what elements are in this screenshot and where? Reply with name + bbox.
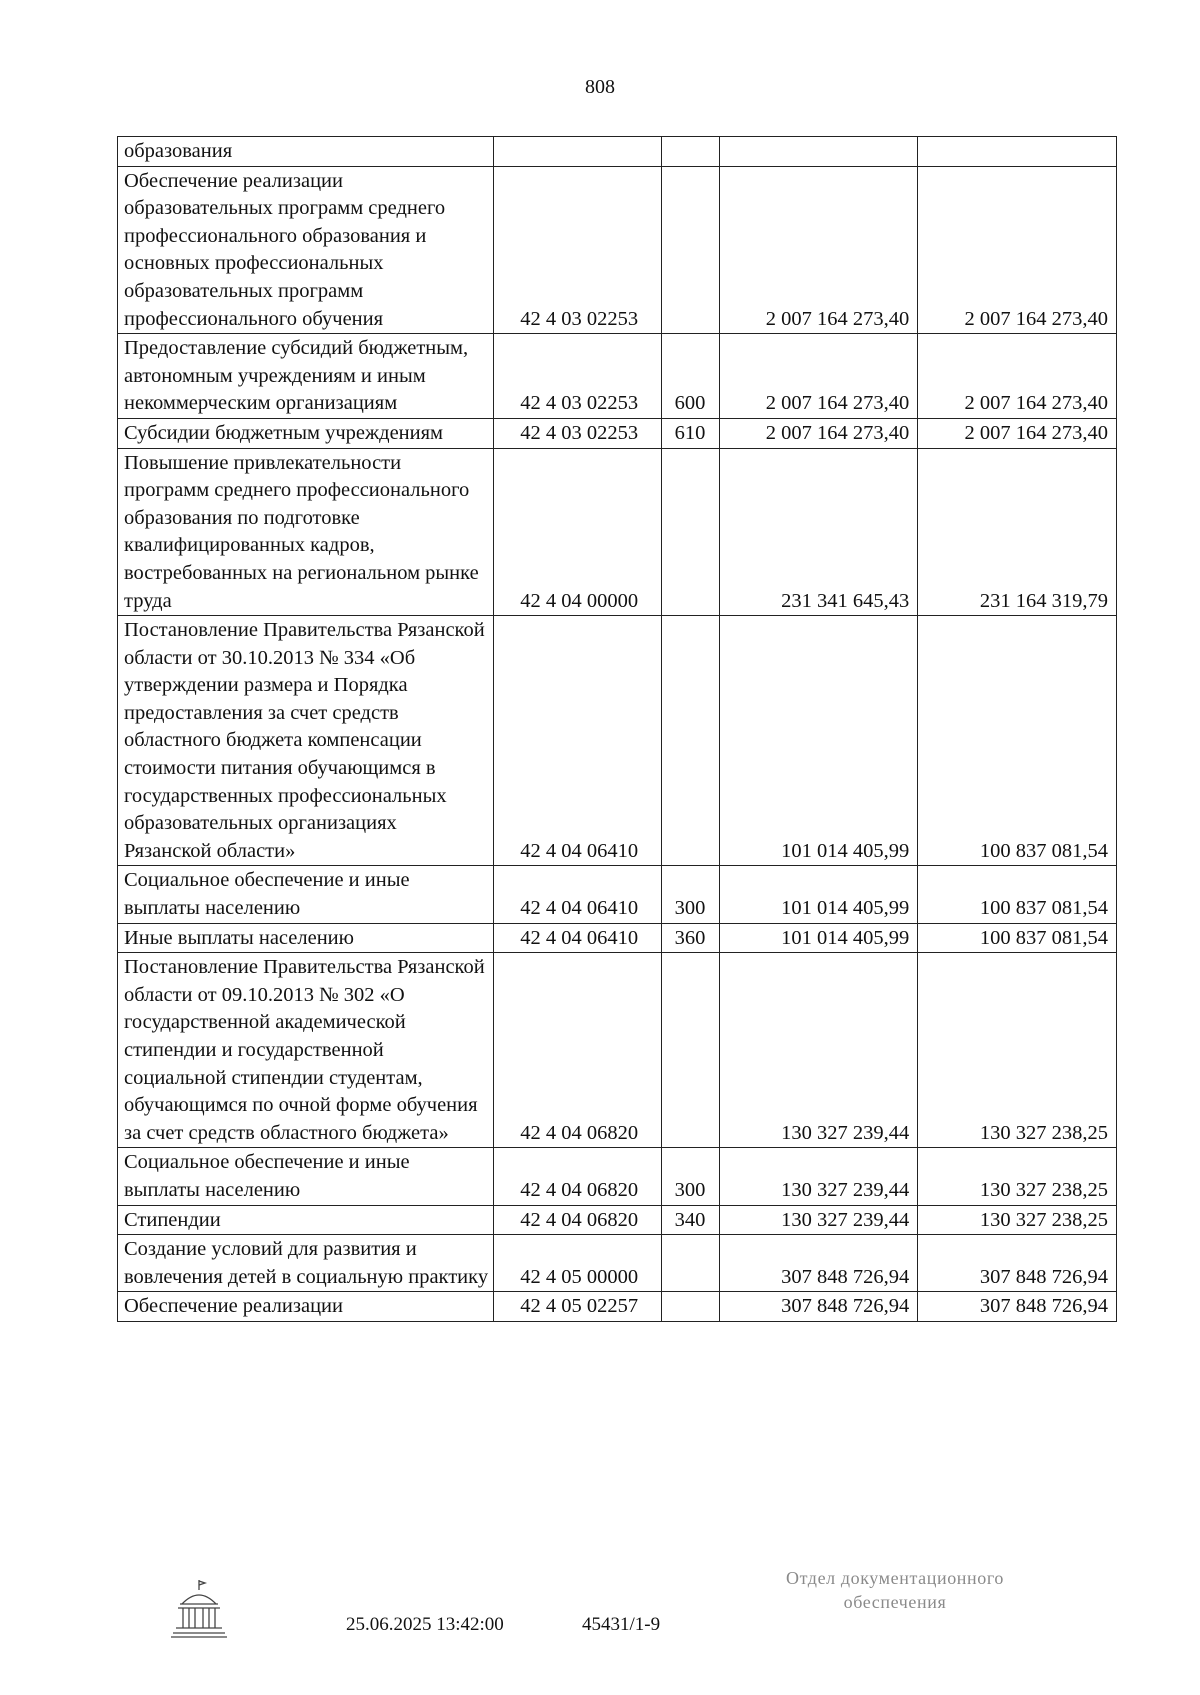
cell-sum1: 130 327 239,44 xyxy=(719,953,918,1148)
cell-name: Обеспечение реализации образовательных программ среднего профессионального образования и основных профессиональных образовательных программ профессионального обучения xyxy=(118,166,494,334)
table-body xyxy=(118,137,1117,1322)
table-row xyxy=(118,418,1117,448)
cell-type xyxy=(661,1292,719,1322)
cell-sum2: 130 327 238,25 xyxy=(918,1205,1117,1235)
cell-type xyxy=(661,137,719,167)
cell-type xyxy=(661,616,719,866)
cell-code: 42 4 03 02253 xyxy=(493,334,661,419)
cell-code xyxy=(493,137,661,167)
department-stamp xyxy=(740,1566,1050,1614)
cell-name: Социальное обеспечение и иные выплаты населению xyxy=(118,1148,494,1205)
cell-code: 42 4 04 06820 xyxy=(493,953,661,1148)
cell-type: 600 xyxy=(661,334,719,419)
cell-sum2: 100 837 081,54 xyxy=(918,866,1117,923)
cell-sum1: 231 341 645,43 xyxy=(719,448,918,616)
cell-type xyxy=(661,166,719,334)
cell-sum2: 100 837 081,54 xyxy=(918,923,1117,953)
cell-sum1: 101 014 405,99 xyxy=(719,866,918,923)
cell-code: 42 4 05 02257 xyxy=(493,1292,661,1322)
table-row xyxy=(118,866,1117,923)
table-row xyxy=(118,1205,1117,1235)
table-row xyxy=(118,1235,1117,1292)
table-row xyxy=(118,616,1117,866)
cell-sum2: 130 327 238,25 xyxy=(918,953,1117,1148)
cell-sum1: 130 327 239,44 xyxy=(719,1205,918,1235)
table-row xyxy=(118,923,1117,953)
cell-sum1: 307 848 726,94 xyxy=(719,1235,918,1292)
duma-building-icon xyxy=(170,1578,228,1640)
cell-type: 340 xyxy=(661,1205,719,1235)
cell-name: Иные выплаты населению xyxy=(118,923,494,953)
cell-name: Предоставление субсидий бюджетным, автономным учреждениям и иным некоммерческим организациям xyxy=(118,334,494,419)
cell-type: 610 xyxy=(661,418,719,448)
cell-code: 42 4 03 02253 xyxy=(493,166,661,334)
table-row xyxy=(118,448,1117,616)
cell-sum2: 307 848 726,94 xyxy=(918,1292,1117,1322)
cell-sum1: 2 007 164 273,40 xyxy=(719,166,918,334)
cell-name: Постановление Правительства Рязанской области от 09.10.2013 № 302 «О государственной академической стипендии и государственной социальной стипендии студентам, обучающимся по очной форме обучения за счет средств областного бюджета» xyxy=(118,953,494,1148)
table-row xyxy=(118,137,1117,167)
cell-sum2: 2 007 164 273,40 xyxy=(918,166,1117,334)
cell-code: 42 4 04 00000 xyxy=(493,448,661,616)
cell-sum2: 307 848 726,94 xyxy=(918,1235,1117,1292)
cell-name: Стипендии xyxy=(118,1205,494,1235)
footer-doc-number: 45431/1-9 xyxy=(582,1614,661,1635)
page-number: 808 xyxy=(585,76,615,98)
cell-sum1: 2 007 164 273,40 xyxy=(719,334,918,419)
cell-type: 360 xyxy=(661,923,719,953)
cell-name: образования xyxy=(118,137,494,167)
cell-sum2: 231 164 319,79 xyxy=(918,448,1117,616)
cell-type xyxy=(661,953,719,1148)
cell-sum1: 307 848 726,94 xyxy=(719,1292,918,1322)
table-row xyxy=(118,1292,1117,1322)
cell-code: 42 4 04 06820 xyxy=(493,1148,661,1205)
cell-sum1: 101 014 405,99 xyxy=(719,923,918,953)
stamp-line-2: обеспечения xyxy=(843,1592,947,1612)
cell-name: Повышение привлекательности программ среднего профессионального образования по подготовке квалифицированных кадров, востребованных на региональном рынке труда xyxy=(118,448,494,616)
cell-sum2: 130 327 238,25 xyxy=(918,1148,1117,1205)
table-row xyxy=(118,334,1117,419)
cell-sum1: 130 327 239,44 xyxy=(719,1148,918,1205)
budget-table xyxy=(117,136,1117,1322)
cell-type: 300 xyxy=(661,866,719,923)
cell-type xyxy=(661,448,719,616)
cell-code: 42 4 04 06820 xyxy=(493,1205,661,1235)
cell-type xyxy=(661,1235,719,1292)
cell-name: Социальное обеспечение и иные выплаты населению xyxy=(118,866,494,923)
cell-sum2 xyxy=(918,137,1117,167)
cell-sum2: 2 007 164 273,40 xyxy=(918,334,1117,419)
cell-code: 42 4 04 06410 xyxy=(493,616,661,866)
table-row xyxy=(118,166,1117,334)
table-row xyxy=(118,1148,1117,1205)
stamp-line-1: Отдел документационного xyxy=(785,1568,1005,1588)
cell-code: 42 4 04 06410 xyxy=(493,923,661,953)
footer-timestamp: 25.06.2025 13:42:00 xyxy=(346,1614,504,1635)
cell-sum2: 100 837 081,54 xyxy=(918,616,1117,866)
cell-name: Обеспечение реализации xyxy=(118,1292,494,1322)
cell-name: Субсидии бюджетным учреждениям xyxy=(118,418,494,448)
cell-code: 42 4 03 02253 xyxy=(493,418,661,448)
cell-name: Постановление Правительства Рязанской области от 30.10.2013 № 334 «Об утверждении размера и Порядка предоставления за счет средств областного бюджета компенсации стоимости питания обучающимся в государственных профессиональных образовательных организациях Рязанской области» xyxy=(118,616,494,866)
cell-sum1: 101 014 405,99 xyxy=(719,616,918,866)
cell-code: 42 4 04 06410 xyxy=(493,866,661,923)
table-row xyxy=(118,953,1117,1148)
cell-sum1: 2 007 164 273,40 xyxy=(719,418,918,448)
cell-type: 300 xyxy=(661,1148,719,1205)
cell-name: Создание условий для развития и вовлечения детей в социальную практику xyxy=(118,1235,494,1292)
cell-code: 42 4 05 00000 xyxy=(493,1235,661,1292)
cell-sum1 xyxy=(719,137,918,167)
cell-sum2: 2 007 164 273,40 xyxy=(918,418,1117,448)
